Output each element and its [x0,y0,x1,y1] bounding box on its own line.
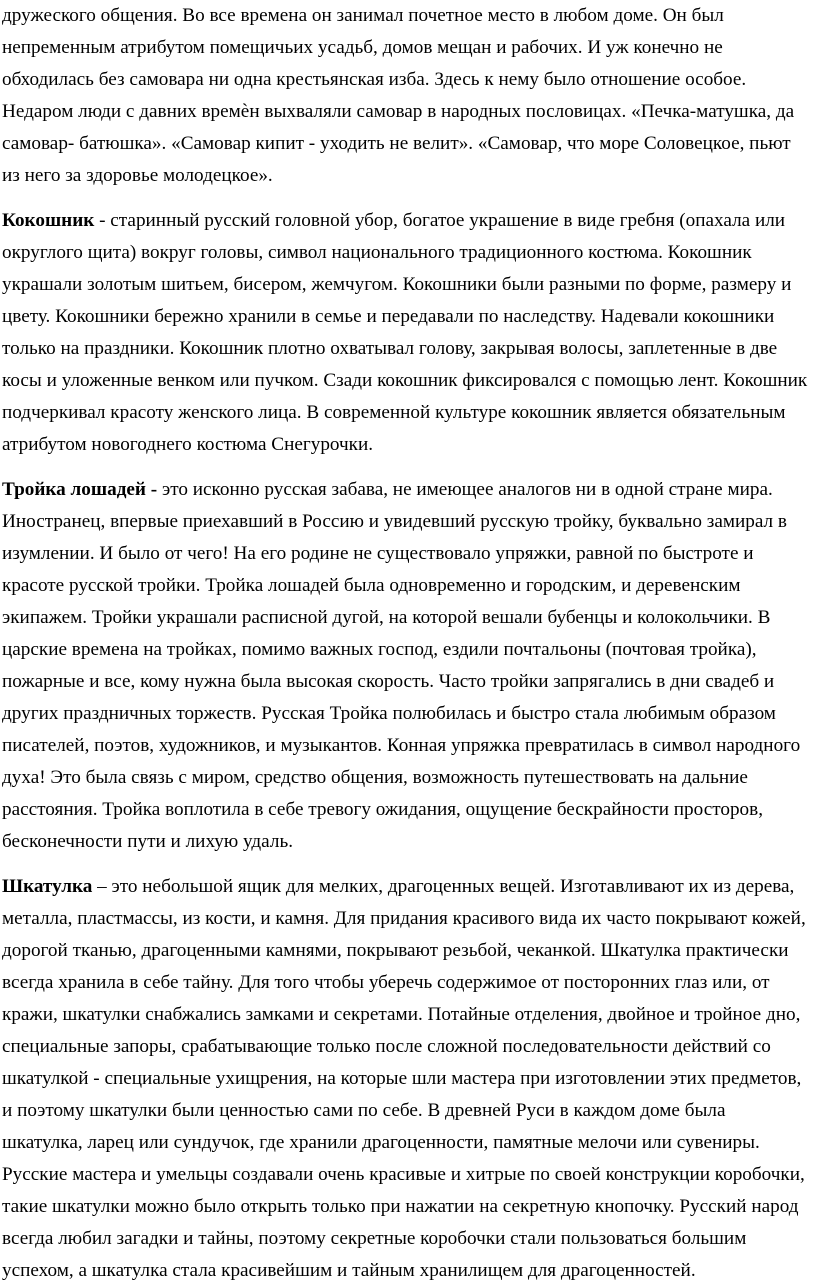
paragraph-troika [2,474,810,858]
paragraph-term: Тройка лошадей - [2,479,158,500]
paragraph-term: Кокошник [2,210,95,231]
paragraph-text: – это небольшой ящик для мелких, драгоценных вещей. Изготавливают их из дерева, металла, пластмассы, из кости, и камня. Для придания красивого вида их часто покрывают кожей, дорогой тканью, драгоценными камнями, покрывают резьбой, чеканкой. Шкатулка практически всегда хранила в себе тайну. Для того чтобы уберечь содержимое от посторонних глаз или, от кражи, шкатулки снабжались замками и секретами. Потайные отделения, двойное и тройное дно, специальные запоры, срабатывающие только после сложной последовательности действий со шкатулкой - специальные ухищрения, на которые шли мастера при изготовлении этих предметов, и поэтому шкатулки были ценностью сами по себе. В древней Руси в каждом доме была шкатулка, ларец или сундучок, где хранили драгоценности, памятные мелочи или сувениры. Русские мастера и умельцы создавали очень красивые и хитрые по своей конструкции коробочки, такие шкатулки можно было открыть только при нажатии на секретную кнопочку. Русский народ всегда любил загадки и тайны, поэтому секретные коробочки стали пользоваться большим успехом, а шкатулка стала красивейшим и тайным хранилищем для драгоценностей. [2,876,806,1281]
paragraph-kokoshnik [2,205,810,461]
paragraph-text: дружеского общения. Во все времена он занимал почетное место в любом доме. Он был непременным атрибутом помещичьих усадьб, домов мещан и рабочих. И уж конечно не обходилась без самовара ни одна крестьянская изба. Здесь к нему было отношение особое. Недаром люди с давних времѐн выхваляли самовар в народных пословицах. «Печка-матушка, да самовар- батюшка». «Самовар кипит - уходить не велит». «Самовар, что море Соловецкое, пьют из него за здоровье молодецкое». [2,5,795,186]
paragraph-term: Шкатулка [2,876,93,897]
paragraph-samovar [2,0,810,192]
paragraph-text: - старинный русский головной убор, богатое украшение в виде гребня (опахала или округлого щита) вокруг головы, символ национального традиционного костюма. Кокошник украшали золотым шитьем, бисером, жемчугом. Кокошники были разными по форме, размеру и цвету. Кокошники бережно хранили в семье и передавали по наследству. Надевали кокошники только на праздники. Кокошник плотно охватывал голову, закрывая волосы, заплетенные в две косы и уложенные венком или пучком. Сзади кокошник фиксировался с помощью лент. Кокошник подчеркивал красоту женского лица. В современной культуре кокошник является обязательным атрибутом новогоднего костюма Снегурочки. [2,210,808,455]
paragraph-shkatulka [2,871,810,1287]
paragraph-text: это исконно русская забава, не имеющее аналогов ни в одной стране мира. Иностранец, впервые приехавший в Россию и увидевший русскую тройку, буквально замирал в изумлении. И было от чего! На его родине не существовало упряжки, равной по быстроте и красоте русской тройки. Тройка лошадей была одновременно и городским, и деревенским экипажем. Тройки украшали расписной дугой, на которой вешали бубенцы и колокольчики. В царские времена на тройках, помимо важных господ, ездили почтальоны (почтовая тройка), пожарные и все, кому нужна была высокая скорость. Часто тройки запрягались в дни свадеб и других праздничных торжеств. Русская Тройка полюбилась и быстро стала любимым образом писателей, поэтов, художников, и музыкантов. Конная упряжка превратилась в символ народного духа! Это была связь с миром, средство общения, возможность путешествовать на дальние расстояния. Тройка воплотила в себе тревогу ожидания, ощущение бескрайности просторов, бесконечности пути и лихую удаль. [2,479,801,852]
